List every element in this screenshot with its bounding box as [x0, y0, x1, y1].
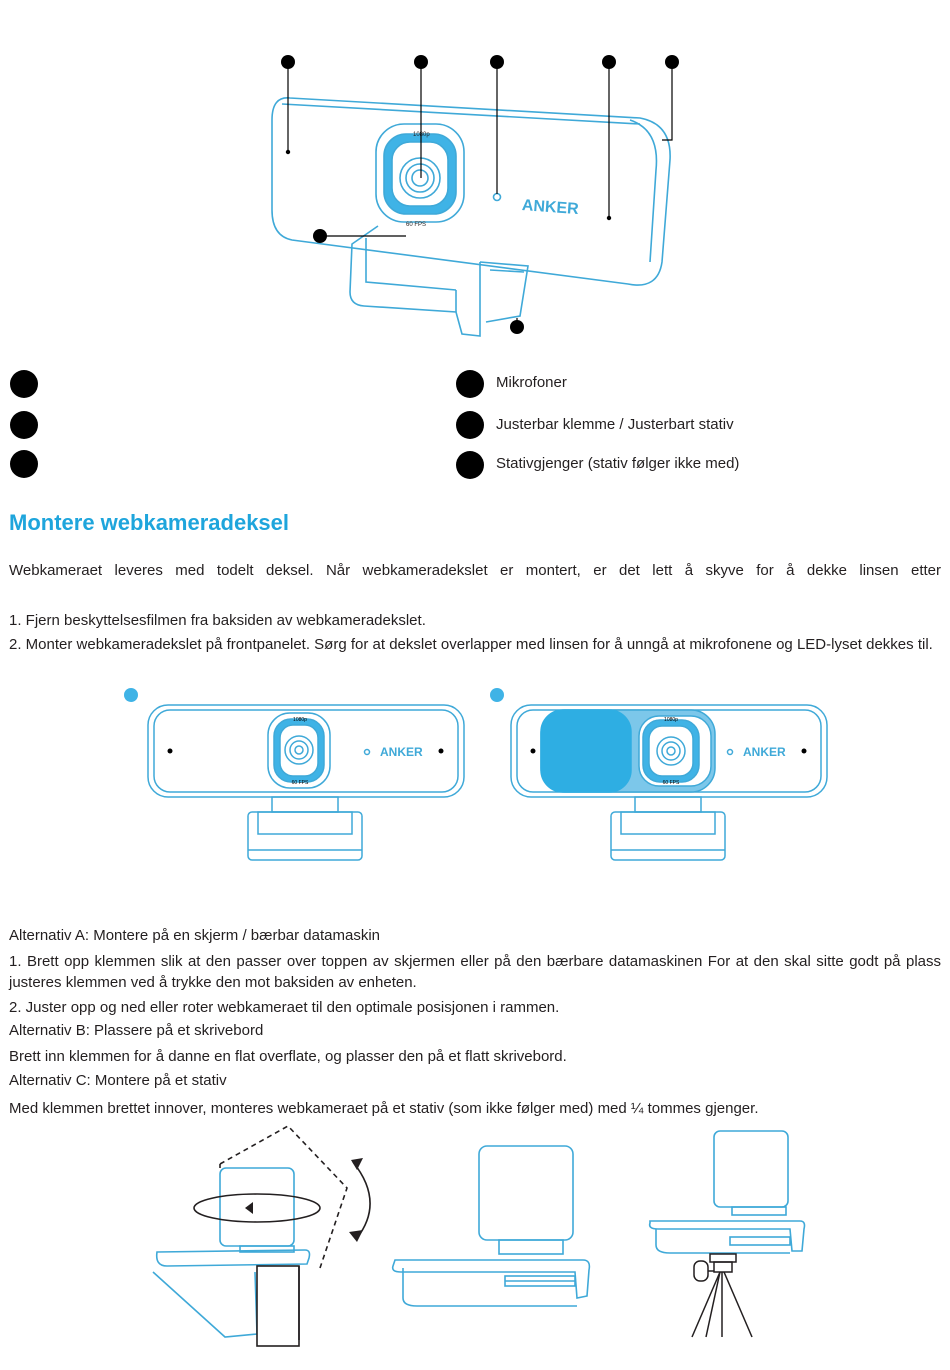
monitor-mount-illustration: [145, 1122, 385, 1347]
webcam-front-with-cover: [503, 700, 833, 880]
resolution-label: 1080p: [413, 132, 430, 138]
resolution-label: 1080p: [293, 717, 307, 723]
callout-dot: [665, 55, 679, 69]
step-dot: [490, 688, 504, 702]
webcam-diagram: [0, 0, 950, 345]
legend-dot-5: [456, 411, 484, 439]
callout-dot: [414, 55, 428, 69]
alt-a-step-2: 2. Juster opp og ned eller roter webkameraet til den optimale posisjonen i rammen.: [9, 999, 560, 1016]
alt-c-heading: Alternativ C: Montere på et stativ: [9, 1072, 227, 1089]
tripod-mount-illustration: [640, 1125, 810, 1340]
legend-dot-4: [456, 370, 484, 398]
resolution-label: 1080p: [664, 717, 678, 723]
legend-item-tripod-thread: Stativgjenger (stativ følger ikke med): [496, 455, 740, 472]
step-dot: [124, 688, 138, 702]
anker-logo: ANKER: [521, 197, 580, 218]
intro-text: Webkameraet leveres med todelt deksel. Når webkameradekslet er montert, er det lett å skyve for å dekke linsen etter: [9, 562, 941, 579]
legend-dot-2: [10, 411, 38, 439]
alt-a-step-1: 1. Brett opp klemmen slik at den passer over toppen av skjermen eller på den bærbare datamaskinen For at den skal sitte godt på plass justeres klemmen ved å trykke den mot baksiden av enheten.: [9, 953, 941, 991]
fps-label: 60 FPS: [662, 780, 680, 786]
callout-dot: [510, 320, 524, 334]
fps-label: 60 FPS: [291, 780, 309, 786]
step-2-text: 2. Monter webkameradekslet på frontpanelet. Sørg for at dekslet overlapper med linsen for å unngå at mikrofonene og LED-lyset dekkes til.: [9, 636, 933, 653]
callout-dot: [313, 229, 327, 243]
anker-logo: ANKER: [743, 745, 786, 759]
alt-c-text: Med klemmen brettet innover, monteres webkameraet på et stativ (som ikke følger med) med ¼ tommes gjenger.: [9, 1100, 759, 1117]
legend-item-microphones: Mikrofoner: [496, 374, 567, 391]
legend-dot-3: [10, 450, 38, 478]
legend-dot-6: [456, 451, 484, 479]
alt-a-heading: Alternativ A: Montere på en skjerm / bærbar datamaskin: [9, 927, 381, 944]
callout-dot: [490, 55, 504, 69]
callout-dot: [602, 55, 616, 69]
legend-item-clamp: Justerbar klemme / Justerbart stativ: [496, 416, 734, 433]
webcam-front-without-cover: [140, 700, 470, 880]
desk-placement-illustration: [387, 1140, 597, 1330]
fps-label: 60 FPS: [406, 222, 427, 228]
anker-logo: ANKER: [380, 745, 423, 759]
section-title: Montere webkameradeksel: [9, 510, 290, 535]
legend-dot-1: [10, 370, 38, 398]
callout-dot: [281, 55, 295, 69]
step-1-text: 1. Fjern beskyttelsesfilmen fra baksiden av webkameradekslet.: [9, 612, 426, 629]
alt-b-text: Brett inn klemmen for å danne en flat overflate, og plasser den på et flatt skrivebord.: [9, 1048, 567, 1065]
alt-b-heading: Alternativ B: Plassere på et skrivebord: [9, 1022, 264, 1039]
